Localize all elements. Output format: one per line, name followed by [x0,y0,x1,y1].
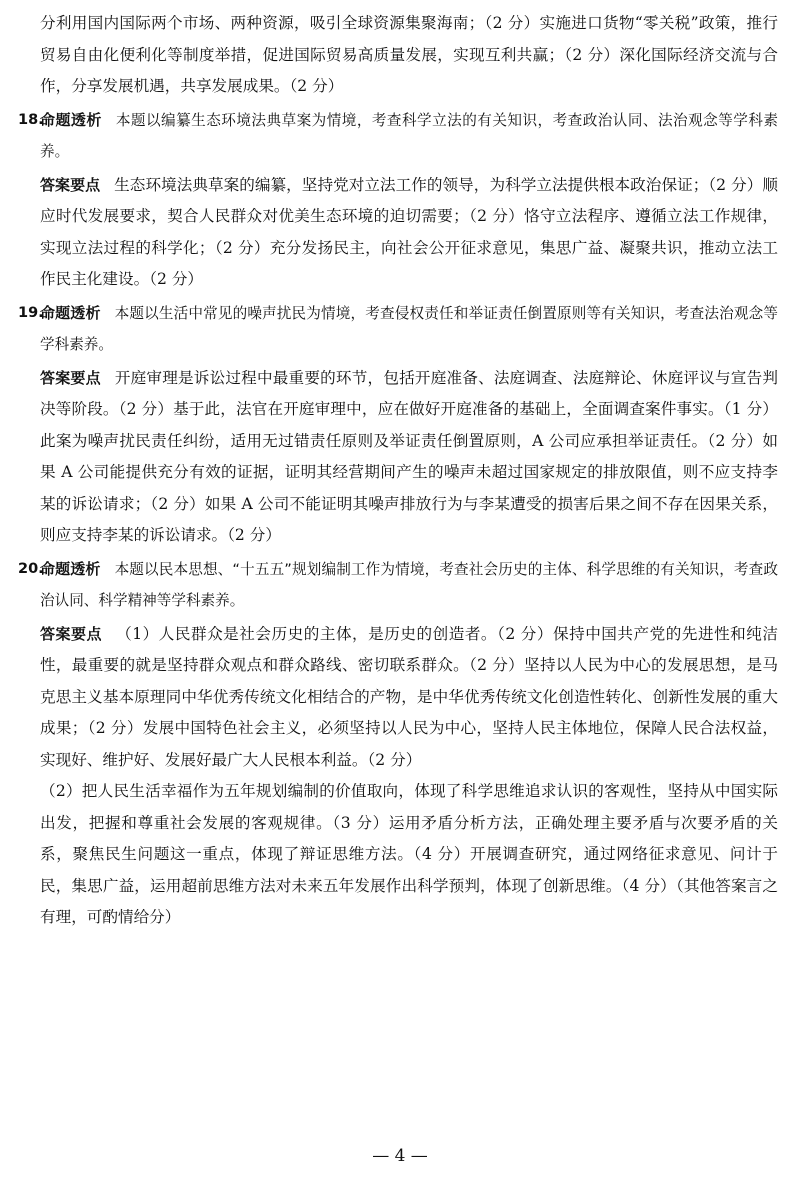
page-number: — 4 — [372,1146,428,1166]
question-number: 20. [18,560,44,577]
answer-label: 答案要点 [40,175,101,194]
question-number: 19. [18,304,44,321]
question-19 [18,298,778,552]
answer-18 [40,170,778,296]
analysis-text: 本题以编纂生态环境法典草案为情境，考查科学立法的有关知识，考查政治认同、法治观念等学科素养。 [40,111,778,160]
analysis-19 [18,298,778,361]
question-number: 18. [18,111,44,128]
answer-20-part-1 [40,619,778,777]
answer-20-part-2: （2）把人民生活幸福作为五年规划编制的价值取向，体现了科学思维追求认识的客观性，坚持从中国实际出发，把握和尊重社会发展的客观规律。（3 分）运用矛盾分析方法，正确处理主要矛盾与次要矛盾的关系，聚焦民生问题这一重点，体现了辩证思维方法。（4 分）开展调查研究，通过网络征求意见、问计于民，集思广益，运用超前思维方法对未来五年发展作出科学预判，体现了创新思维。（4 分）（其他答案言之有理，可酌情给分） [40,782,779,926]
analysis-label: 命题透析 [40,303,101,322]
analysis-text: 本题以民本思想、“十五五”规划编制工作为情境，考查社会历史的主体、科学思维的有关知识，考查政治认同、科学精神等学科素养。 [40,560,778,609]
question-18 [18,105,778,296]
analysis-18 [18,105,778,168]
analysis-20 [18,554,778,617]
analysis-text: 本题以生活中常见的噪声扰民为情境，考查侵权责任和举证责任倒置原则等有关知识，考查法治观念等学科素养。 [40,304,778,353]
answer-label: 答案要点 [40,624,103,643]
answer-19 [40,363,778,552]
intro-paragraph: 分利用国内国际两个市场、两种资源，吸引全球资源集聚海南；（2 分）实施进口货物“零关税”政策，推行贸易自由化便利化等制度举措，促进国际贸易高质量发展，实现互利共赢；（2 分）深化国际经济交流与合作，分享发展机遇，共享发展成果。（2 分） [40,14,778,95]
analysis-label: 命题透析 [40,559,101,578]
question-20 [18,554,779,934]
answer-text: （1）人民群众是社会历史的主体，是历史的创造者。（2 分）保持中国共产党的先进性和纯洁性，最重要的就是坚持群众观点和群众路线、密切联系群众。（2 分）坚持以人民为中心的发展思想，是马克思主义基本原理同中华优秀传统文化相结合的产物，是中华优秀传统文化创造性转化、创新性发展的重大成果；（2 分）发展中国特色社会主义，必须坚持以人民为中心，坚持人民主体地位，保障人民合法权益，实现好、维护好、发展好最广大人民根本利益。（2 分） [40,624,778,769]
answer-label: 答案要点 [40,368,101,387]
analysis-label: 命题透析 [40,110,102,129]
answer-text: 开庭审理是诉讼过程中最重要的环节，包括开庭准备、法庭调查、法庭辩论、休庭评议与宣告判决等阶段。（2 分）基于此，法官在开庭审理中，应在做好开庭准备的基础上，全面调查案件事实。（1 分）此案为噪声扰民责任纠纷，适用无过错责任原则及举证责任倒置原则，A 公司应承担举证责任。（2 分）如果 A 公司能提供充分有效的证据，证明其经营期间产生的噪声未超过国家规定的排放限值，则不应支持李某的诉讼请求；（2 分）如果 A 公司不能证明其噪声排放行为与李某遭受的损害后果之间不存在因果关系，则应支持李某的诉讼请求。（2 分） [40,368,778,544]
answer-text: 生态环境法典草案的编纂，坚持党对立法工作的领导，为科学立法提供根本政治保证；（2 分）顺应时代发展要求，契合人民群众对优美生态环境的迫切需要；（2 分）恪守立法程序、遵循立法工作规律，实现立法过程的科学化；（2 分）充分发扬民主，向社会公开征求意见，集思广益、凝聚共识，推动立法工作民主化建设。（2 分） [40,175,778,288]
